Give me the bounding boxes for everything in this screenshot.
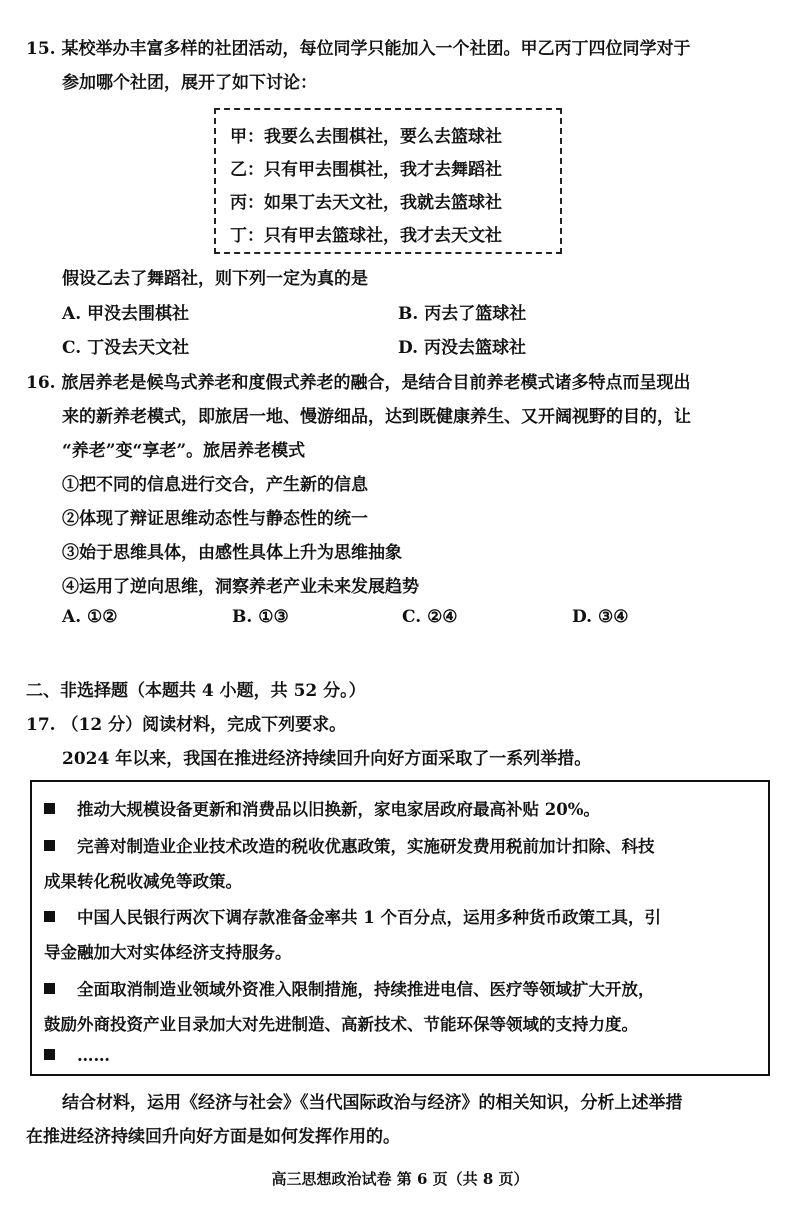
q16-option-c: C. ②④ [402,607,458,627]
material-bullet-2: 完善对制造业企业技术改造的税收优惠政策，实施研发费用税前加计扣除、科技 [44,833,655,857]
material-bullet-1: 推动大规模设备更新和消费品以旧换新，家电家居政府最高补贴 20%。 [44,796,600,820]
q17-task-line1: 结合材料，运用《经济与社会》《当代国际政治与经济》的相关知识，分析上述举措 [62,1093,683,1113]
bullet-square-icon [44,983,55,994]
q16-line3: “养老”变“享老”。旅居养老模式 [62,441,306,461]
material-bullet-5: …… [44,1046,110,1065]
q15-discussion-box [214,108,562,254]
q16-line2: 来的新养老模式，即旅居一地、慢游细品，达到既健康养生、又开阔视野的目的，让 [62,407,691,427]
q16-item-2: ②体现了辩证思维动态性与静态性的统一 [62,509,368,529]
page-footer: 高三思想政治试卷 第 6 页（共 8 页） [271,1170,529,1188]
q15-statement-jia: 甲：我要么去围棋社，要么去篮球社 [230,127,502,147]
q17-task-line2: 在推进经济持续回升向好方面是如何发挥作用的。 [26,1127,400,1147]
section2-heading: 二、非选择题（本题共 4 小题，共 52 分。） [26,681,366,701]
q16-option-b: B. ①③ [232,607,289,627]
bullet-square-icon [44,840,55,851]
q16-item-1: ①把不同的信息进行交合，产生新的信息 [62,475,368,495]
q15-option-b: B. 丙去了篮球社 [398,304,527,324]
q16-line1: 16. 旅居养老是候鸟式养老和度假式养老的融合，是结合目前养老模式诸多特点而呈现出 [26,373,691,393]
q15-option-c: C. 丁没去天文社 [62,338,190,358]
material-bullet-2-cont: 成果转化税收减免等政策。 [44,872,242,891]
q17-material-box [30,780,770,1076]
material-bullet-4: 全面取消制造业领域外资准入限制措施，持续推进电信、医疗等领域扩大开放， [44,976,655,1000]
q16-option-d: D. ③④ [572,607,629,627]
material-bullet-4-cont: 鼓励外商投资产业目录加大对先进制造、高新技术、节能环保等领域的支持力度。 [44,1015,638,1034]
q15-statement-yi: 乙：只有甲去围棋社，我才去舞蹈社 [230,160,502,180]
q16-item-4: ④运用了逆向思维，洞察养老产业未来发展趋势 [62,577,419,597]
bullet-square-icon [44,803,55,814]
q16-item-3: ③始于思维具体，由感性具体上升为思维抽象 [62,543,402,563]
q15-line1: 15. 某校举办丰富多样的社团活动，每位同学只能加入一个社团。甲乙丙丁四位同学对于 [26,39,691,59]
q15-line2: 参加哪个社团，展开了如下讨论： [62,73,317,93]
q15-statement-ding: 丁：只有甲去篮球社，我才去天文社 [230,226,502,246]
q15-option-d: D. 丙没去篮球社 [398,338,526,358]
q15-stem: 假设乙去了舞蹈社，则下列一定为真的是 [62,269,368,289]
q17-intro: 2024 年以来，我国在推进经济持续回升向好方面采取了一系列举措。 [62,749,592,769]
q16-option-a: A. ①② [62,607,118,627]
q15-statement-bing: 丙：如果丁去天文社，我就去篮球社 [230,193,502,213]
q15-option-a: A. 甲没去围棋社 [62,304,190,324]
bullet-square-icon [44,911,55,922]
bullet-square-icon [44,1049,55,1060]
q17-head: 17. （12 分）阅读材料，完成下列要求。 [26,715,347,735]
material-bullet-3: 中国人民银行两次下调存款准备金率共 1 个百分点，运用多种货币政策工具，引 [44,904,661,928]
material-bullet-3-cont: 导金融加大对实体经济支持服务。 [44,943,292,962]
